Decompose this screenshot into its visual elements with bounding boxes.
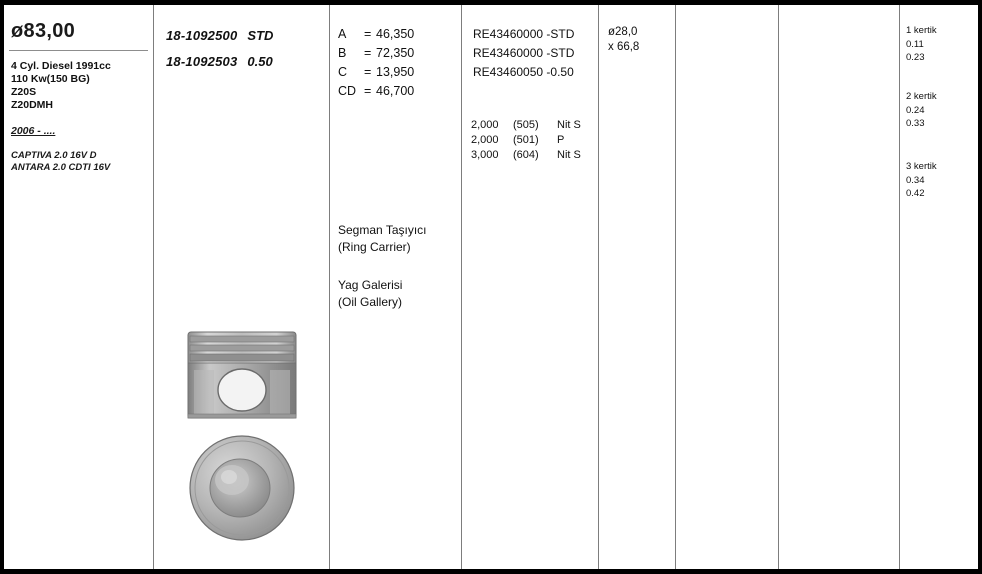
ring-type: P [557,134,565,146]
engine-spec-list [11,60,111,112]
dimension-equals: = [364,27,372,41]
groove-value: 0.33 [906,118,925,129]
reference-code: 18-1092503 [166,54,238,69]
piston-side-view [188,332,296,418]
ring-width: 3,000 [471,149,499,161]
ring-carrier-note [338,222,427,256]
column-divider-6 [778,5,779,569]
engine-spec-line: 4 Cyl. Diesel 1991cc [11,60,111,72]
dimension-equals: = [364,46,372,60]
column-divider-5 [675,5,676,569]
pin-dimensions [608,25,639,55]
ring-code-list [473,25,574,82]
page-border-bottom [0,569,982,574]
ring-code-ref: (505) [513,119,539,131]
groove-value: 0.23 [906,52,925,63]
oil-gallery-note [338,277,402,311]
reference-size: 0.50 [247,54,273,69]
page-border-right [978,0,982,574]
dimension-key: A [338,27,347,41]
engine-spec-line: 110 Kw(150 BG) [11,73,90,85]
groove-group [906,90,937,130]
ring-code: RE43460000 -STD [473,46,575,60]
dimension-value: 72,350 [376,46,415,60]
groove-group [906,160,937,200]
dimension-value: 13,950 [376,65,415,79]
reference-row [166,23,273,49]
groove-group [906,24,937,64]
groove-group-header: 2 kertik [906,91,937,102]
engine-spec-line: Z20S [11,86,37,98]
groove-value: 0.24 [906,105,925,116]
pin-line: ø28,0 [608,26,638,38]
vehicle-model: CAPTIVA 2.0 16V D [11,150,97,161]
ring-size-list [471,118,581,163]
empty-column-7 [780,5,898,569]
dimension-row [338,82,414,101]
empty-column-6 [677,5,777,569]
dimension-row [338,63,414,82]
reference-code-list [166,23,273,75]
column-divider-4 [598,5,599,569]
ring-code-ref: (501) [513,134,539,146]
ring-code: RE43460000 -STD [473,27,575,41]
dimensions-column [330,5,460,569]
dimension-value: 46,700 [376,84,415,98]
vehicle-model: ANTARA 2.0 CDTI 16V [11,161,111,173]
dimension-key: B [338,46,347,60]
vehicle-model-list [11,150,110,173]
dimension-value: 46,350 [376,27,415,41]
column-divider-3 [461,5,462,569]
pin-line: x 66,8 [608,41,640,53]
groove-value: 0.34 [906,175,925,186]
piston-drawing-svg [184,330,304,550]
column-divider-7 [899,5,900,569]
dimension-key: CD [338,84,357,98]
dimension-equals: = [364,84,372,98]
dimension-key: C [338,65,348,79]
groove-column [901,5,977,569]
engine-spec-line: Z20DMH [11,99,54,111]
spec-column [5,5,153,569]
note-line: Segman Taşıyıcı [338,223,427,237]
note-line: (Oil Gallery) [338,295,403,309]
piston-top-view [190,436,294,540]
ring-width: 2,000 [471,134,499,146]
pin-column [600,5,674,569]
ring-size-row [471,118,581,133]
diameter-underline [9,50,148,51]
groove-value: 0.42 [906,188,925,199]
ring-type: Nit S [557,119,581,131]
dimension-row [338,44,414,63]
ring-code: RE43460050 -0.50 [473,65,574,79]
year-range: 2006 - .... [11,125,56,137]
groove-group-header: 3 kertik [906,161,937,172]
ring-code-ref: (604) [513,149,539,161]
reference-size: STD [247,28,274,43]
ring-set-column [463,5,597,569]
ring-width: 2,000 [471,119,499,131]
dimension-list [338,25,414,101]
reference-code: 18-1092500 [166,28,238,43]
note-line: Yag Galerisi [338,278,403,292]
reference-column [154,5,328,569]
reference-row [166,49,273,75]
page-border-left [0,0,4,574]
piston-diameter: ø83,00 [11,20,76,42]
dimension-row [338,25,414,44]
ring-type: Nit S [557,149,581,161]
groove-group-header: 1 kertik [906,25,937,36]
note-line: (Ring Carrier) [338,240,411,254]
groove-value: 0.11 [906,39,924,50]
piston-illustration [184,330,304,550]
ring-size-row [471,133,581,148]
dimension-equals: = [364,65,372,79]
ring-size-row [471,148,581,163]
